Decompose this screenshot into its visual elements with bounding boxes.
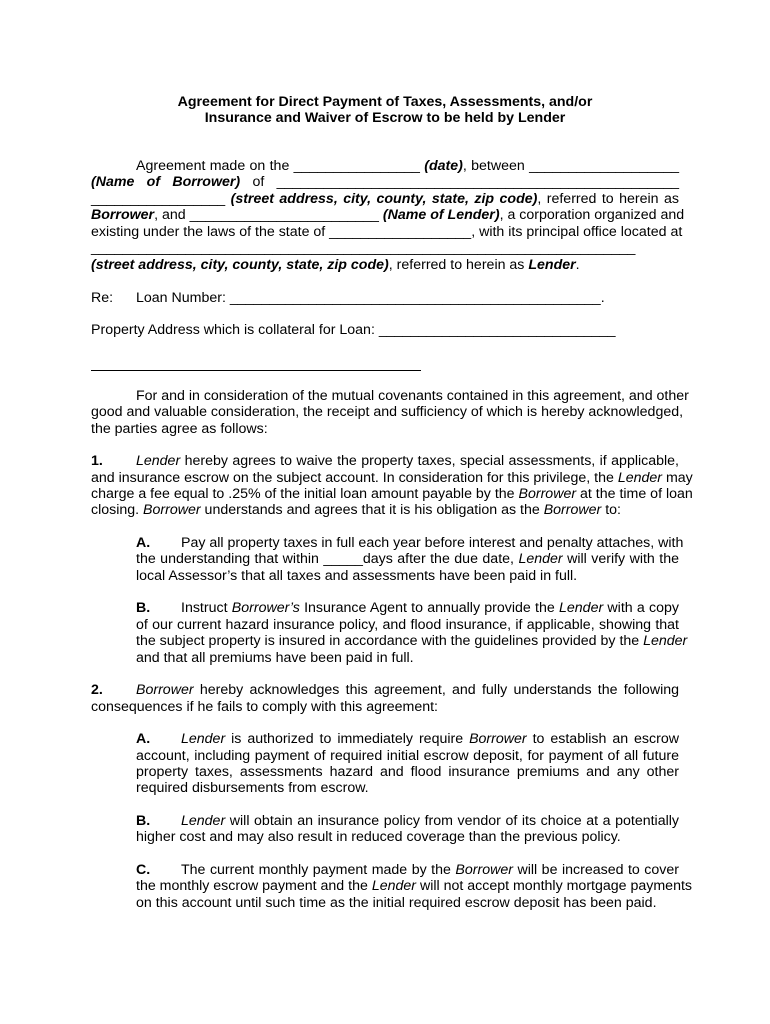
subsection-text: Pay all property taxes in full each year before interest and penalty attaches, with <box>181 535 684 551</box>
address-placeholder: (street address, city, county, state, zip code) <box>230 191 538 207</box>
borrower-term: Borrower <box>469 731 527 747</box>
document-title <box>0 94 770 126</box>
borrower-term: Borrower <box>518 486 577 502</box>
borrower-term: Borrower’s <box>231 600 300 616</box>
date-placeholder: (date) <box>424 158 463 174</box>
intro-line-3 <box>91 191 679 207</box>
intro-text: , between ___________________ <box>462 158 679 174</box>
subsection-text: Instruct <box>181 600 232 616</box>
subsection-text: will not accept monthly mortgage payments <box>416 878 692 894</box>
intro-line-2 <box>91 174 679 190</box>
subsection-text: Insurance Agent to annually provide the <box>299 600 560 616</box>
section-text: closing. <box>91 502 144 518</box>
s2c-line-3: on this account until such time as the initial required escrow deposit has been paid. <box>136 895 657 911</box>
section-text: at the time of loan <box>576 486 693 502</box>
intro-text: . <box>575 257 580 273</box>
lender-term: Lender <box>181 731 226 747</box>
intro-text: , a corporation organized and <box>499 207 685 223</box>
title-line-2: Insurance and Waiver of Escrow to be held by Lender <box>204 110 566 126</box>
address-placeholder: (street address, city, county, state, zip code) <box>91 257 389 273</box>
s2a-line-1 <box>136 731 679 747</box>
borrower-term: Borrower <box>136 682 194 698</box>
intro-line-1 <box>91 158 679 174</box>
consideration-line-1: For and in consideration of the mutual covenants contained in this agreement, and other <box>136 388 689 404</box>
s1b-line-4: and that all premiums have been paid in full. <box>136 650 414 666</box>
intro-line-4 <box>91 207 685 223</box>
lender-term: Lender <box>643 633 688 649</box>
s1b-line-3 <box>136 633 688 649</box>
s2c-line-2 <box>136 878 692 894</box>
subsection-label: C. <box>136 862 151 878</box>
subsection-text: is authorized to immediately require <box>225 731 470 747</box>
intro-line-6: _____________________________________________________________________ <box>91 240 636 256</box>
section-number: 2. <box>91 682 103 698</box>
subsection-text: will obtain an insurance policy from vendor of its choice at a potentially <box>225 813 679 829</box>
consideration-line-3: the parties agree as follows: <box>91 421 268 437</box>
subsection-label: B. <box>136 600 151 616</box>
subsection-label: A. <box>136 731 151 747</box>
intro-line-7 <box>91 257 679 273</box>
intro-text: Agreement made on the ________________ <box>136 158 425 174</box>
s1-line-3 <box>91 486 693 502</box>
property-address-line: Property Address which is collateral for Loan: ______________________________ <box>91 322 616 338</box>
borrower-term: Borrower <box>91 207 155 223</box>
lender-term: Lender <box>559 600 604 616</box>
s2a-line-3: property taxes, assessments hazard and flood insurance premiums and any other <box>136 764 679 780</box>
section-text: charge a fee equal to .25% of the initial loan amount payable by the <box>91 486 519 502</box>
lender-name-placeholder: (Name of Lender) <box>382 207 500 223</box>
subsection-text: the understanding that within _____days after the due date, <box>136 551 519 567</box>
section-text: understands and agrees that it is his obligation as the <box>200 502 544 518</box>
section-text: hereby agrees to waive the property taxes, special assessments, if applicable, <box>180 453 679 469</box>
re-line <box>91 290 679 306</box>
subsection-label: B. <box>136 813 151 829</box>
subsection-text: will verify with the <box>562 551 679 567</box>
s2-line-1 <box>91 682 679 698</box>
borrower-term: Borrower <box>143 502 201 518</box>
borrower-name-placeholder: (Name of Borrower) <box>91 174 241 190</box>
intro-text: of ___________________________________________________ <box>240 174 679 190</box>
s2a-line-2: account, including payment of required initial escrow deposit, for payment of all future <box>136 748 679 764</box>
section-number: 1. <box>91 453 103 469</box>
section-text: and insurance escrow on the subject account. In consideration for this privilege, the <box>91 470 618 486</box>
intro-text: _________________ <box>91 191 231 207</box>
intro-line-5: existing under the laws of the state of __________________, with its principal office located at <box>91 224 683 240</box>
lender-term: Lender <box>371 878 416 894</box>
loan-number-field: Loan Number: _______________________________________________. <box>136 290 605 306</box>
s2b-line-2: higher cost and may also result in reduced coverage than the previous policy. <box>136 829 621 845</box>
subsection-text: with a copy <box>603 600 679 616</box>
signature-rule <box>91 370 421 371</box>
intro-text: , and ________________________ <box>154 207 383 223</box>
section-text: hereby acknowledges this agreement, and fully understands the following <box>193 682 679 698</box>
s1-line-2 <box>91 470 693 486</box>
intro-text: , referred to herein as <box>537 191 679 207</box>
s1a-line-2 <box>136 551 679 567</box>
lender-term: Lender <box>528 257 576 273</box>
intro-text: , referred to herein as <box>388 257 529 273</box>
section-text: may <box>662 470 693 486</box>
re-label: Re: <box>91 290 114 306</box>
s1-line-4 <box>91 502 679 518</box>
consideration-line-2: good and valuable consideration, the receipt and sufficiency of which is hereby acknowledged, <box>91 404 684 420</box>
section-text: to: <box>601 502 621 518</box>
lender-term: Lender <box>181 813 226 829</box>
s2-line-2: consequences if he fails to comply with this agreement: <box>91 699 438 715</box>
title-line-1: Agreement for Direct Payment of Taxes, Assessments, and/or <box>177 94 593 110</box>
subsection-text: to establish an escrow <box>526 731 679 747</box>
s2c-line-1 <box>136 862 679 878</box>
subsection-text: the monthly escrow payment and the <box>136 878 372 894</box>
subsection-text: the subject property is insured in accordance with the guidelines provided by the <box>136 633 644 649</box>
s1a-line-3: local Assessor’s that all taxes and assessments have been paid in full. <box>136 568 578 584</box>
s2b-line-1 <box>136 813 679 829</box>
lender-term: Lender <box>518 551 563 567</box>
subsection-text: will be increased to cover <box>512 862 680 878</box>
s1a-line-1 <box>136 535 684 551</box>
s2a-line-4: required disbursements from escrow. <box>136 780 369 796</box>
borrower-term: Borrower <box>455 862 513 878</box>
lender-term: Lender <box>617 470 663 486</box>
lender-term: Lender <box>136 453 181 469</box>
borrower-term: Borrower <box>543 502 602 518</box>
subsection-text: The current monthly payment made by the <box>181 862 456 878</box>
s1b-line-2: of our current hazard insurance policy, and flood insurance, if applicable, showing that <box>136 617 679 633</box>
subsection-label: A. <box>136 535 151 551</box>
s1-line-1 <box>91 453 679 469</box>
s1b-line-1 <box>136 600 679 616</box>
